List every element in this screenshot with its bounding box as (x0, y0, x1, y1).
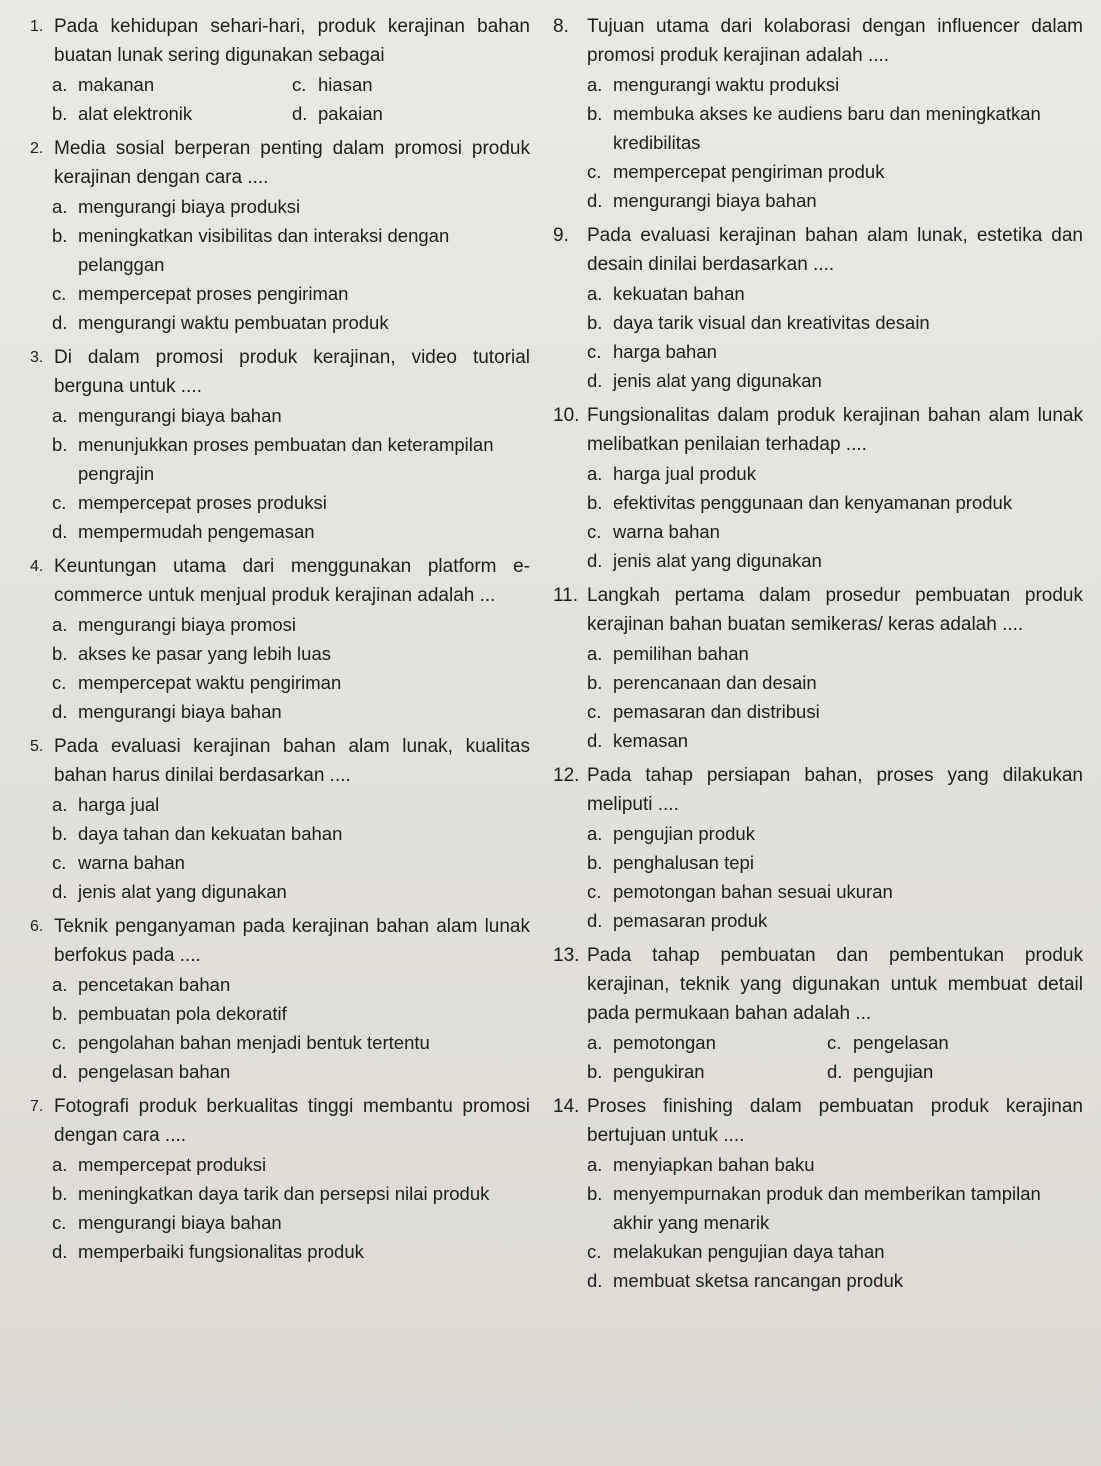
option-text: pencetakan bahan (78, 974, 231, 995)
question-number: 10. (553, 405, 580, 426)
question-item (30, 12, 530, 128)
options-list (52, 790, 530, 906)
option-text: melakukan pengujian daya tahan (613, 1241, 885, 1262)
option-text: mengurangi waktu pembuatan produk (78, 312, 389, 333)
option-letter: d. (52, 1241, 68, 1262)
question-number: 1. (30, 18, 44, 35)
option-letter: b. (587, 852, 603, 873)
answer-option[interactable] (827, 1028, 1083, 1057)
option-letter: d. (587, 730, 603, 751)
option-text: akses ke pasar yang lebih luas (78, 643, 331, 664)
question-line (553, 221, 1083, 279)
question-item (30, 732, 530, 906)
option-text: pengolahan bahan menjadi bentuk tertentu (78, 1032, 430, 1053)
option-text: mengurangi waktu produksi (613, 74, 840, 95)
question-line (30, 912, 530, 970)
option-letter: b. (52, 103, 68, 124)
option-text: pemotongan (613, 1032, 716, 1053)
answer-option[interactable] (52, 1237, 530, 1266)
option-text: harga jual produk (613, 463, 756, 484)
option-text: penghalusan tepi (613, 852, 754, 873)
option-letter: b. (52, 823, 68, 844)
question-item (30, 134, 530, 337)
option-letter: c. (587, 701, 602, 722)
question-text: Pada kehidupan sehari-hari, produk kerajinan bahan buatan lunak sering digunakan sebagai (54, 16, 530, 66)
option-text: warna bahan (613, 521, 720, 542)
question-item (553, 581, 1083, 755)
answer-option[interactable] (52, 1057, 530, 1086)
answer-option[interactable] (587, 1266, 1083, 1295)
question-line (30, 12, 530, 70)
option-text: pengujian produk (613, 823, 755, 844)
options-list (587, 459, 1083, 575)
question-number: 4. (30, 558, 44, 575)
answer-option[interactable] (587, 366, 1083, 395)
option-letter: b. (587, 1183, 603, 1204)
option-text: makanan (78, 74, 155, 95)
answer-option[interactable] (52, 970, 530, 999)
answer-option[interactable] (52, 401, 530, 430)
question-item (30, 912, 530, 1086)
answer-option[interactable] (587, 639, 1083, 668)
answer-option[interactable] (52, 70, 292, 99)
option-letter: a. (52, 405, 68, 426)
question-text: Pada tahap persiapan bahan, proses yang dilakukan meliputi .... (587, 765, 1083, 815)
question-item (553, 941, 1083, 1086)
answer-option[interactable] (52, 221, 530, 279)
option-text: perencanaan dan desain (613, 672, 817, 693)
options-list (52, 970, 530, 1086)
option-letter: d. (52, 521, 68, 542)
option-letter: a. (587, 283, 603, 304)
question-item (553, 761, 1083, 935)
option-letter: c. (52, 492, 67, 513)
question-text: Keuntungan utama dari menggunakan platform e-commerce untuk menjual produk kerajinan adalah ... (54, 556, 530, 606)
left-column (30, 12, 530, 1272)
option-letter: c. (587, 161, 602, 182)
question-number: 2. (30, 140, 44, 157)
question-number: 11. (553, 585, 579, 606)
answer-option[interactable] (587, 848, 1083, 877)
answer-option[interactable] (587, 488, 1083, 517)
answer-option[interactable] (587, 1237, 1083, 1266)
question-number: 6. (30, 918, 44, 935)
option-letter: b. (52, 643, 68, 664)
question-text: Proses finishing dalam pembuatan produk kerajinan bertujuan untuk .... (587, 1096, 1083, 1146)
option-letter: a. (587, 1032, 603, 1053)
option-letter: c. (52, 672, 67, 693)
option-letter: a. (587, 1154, 603, 1175)
question-text: Pada evaluasi kerajinan bahan alam lunak, kualitas bahan harus dinilai berdasarkan .... (54, 736, 530, 786)
question-item (30, 552, 530, 726)
option-letter: a. (587, 823, 603, 844)
option-letter: d. (587, 550, 603, 571)
option-text: pemilihan bahan (613, 643, 749, 664)
option-letter: c. (827, 1032, 842, 1053)
option-letter: c. (52, 1032, 67, 1053)
option-text: pemasaran produk (613, 910, 768, 931)
option-letter: a. (52, 1154, 68, 1175)
option-text: kekuatan bahan (613, 283, 745, 304)
answer-option[interactable] (52, 639, 530, 668)
option-letter: b. (587, 1061, 603, 1082)
options-list (52, 1150, 530, 1266)
answer-option[interactable] (52, 999, 530, 1028)
answer-option[interactable] (52, 1179, 530, 1208)
question-line (553, 761, 1083, 819)
answer-option[interactable] (52, 308, 530, 337)
question-number: 7. (30, 1098, 44, 1115)
option-text: mempercepat produksi (78, 1154, 267, 1175)
answer-option[interactable] (52, 430, 530, 488)
answer-option[interactable] (587, 668, 1083, 697)
answer-option[interactable] (52, 1150, 530, 1179)
question-number: 3. (30, 349, 44, 366)
option-letter: d. (52, 1061, 68, 1082)
question-number: 9. (553, 225, 569, 246)
question-text: Fotografi produk berkualitas tinggi membantu promosi dengan cara .... (54, 1096, 530, 1146)
option-letter: a. (52, 794, 68, 815)
question-text: Di dalam promosi produk kerajinan, video tutorial berguna untuk .... (54, 347, 530, 397)
question-line (553, 1092, 1083, 1150)
option-text: jenis alat yang digunakan (78, 881, 287, 902)
options-list (587, 279, 1083, 395)
option-text: membuat sketsa rancangan produk (613, 1270, 904, 1291)
answer-option[interactable] (587, 546, 1083, 575)
option-text: mempercepat proses produksi (78, 492, 327, 513)
answer-option[interactable] (52, 192, 530, 221)
option-letter: b. (587, 103, 603, 124)
option-letter: a. (52, 974, 68, 995)
option-letter: b. (52, 225, 68, 246)
question-number: 5. (30, 738, 44, 755)
question-line (553, 12, 1083, 70)
option-text: mengurangi biaya produksi (78, 196, 301, 217)
answer-option[interactable] (587, 186, 1083, 215)
option-letter: c. (52, 852, 67, 873)
option-text: menyempurnakan produk dan memberikan tampilan akhir yang menarik (613, 1183, 1041, 1233)
question-line (30, 552, 530, 610)
question-item (553, 221, 1083, 395)
option-text: pengelasan bahan (78, 1061, 231, 1082)
option-letter: b. (52, 1183, 68, 1204)
question-item (553, 12, 1083, 215)
option-letter: c. (587, 881, 602, 902)
option-text: harga bahan (613, 341, 717, 362)
answer-option[interactable] (52, 819, 530, 848)
answer-option[interactable] (52, 610, 530, 639)
option-text: hiasan (318, 74, 373, 95)
options-list (52, 401, 530, 546)
answer-option[interactable] (52, 848, 530, 877)
options-list (52, 610, 530, 726)
answer-option[interactable] (587, 99, 1083, 157)
question-text: Media sosial berperan penting dalam promosi produk kerajinan dengan cara .... (54, 138, 530, 188)
answer-option[interactable] (292, 70, 530, 99)
question-line (30, 1092, 530, 1150)
answer-option[interactable] (587, 517, 1083, 546)
answer-option[interactable] (587, 337, 1083, 366)
option-letter: d. (587, 910, 603, 931)
option-text: mengurangi biaya promosi (78, 614, 297, 635)
options-list (587, 819, 1083, 935)
question-item (30, 343, 530, 546)
options-list (587, 639, 1083, 755)
question-text: Pada tahap pembuatan dan pembentukan produk kerajinan, teknik yang digunakan untuk membuat detail pada permukaan bahan adalah ... (587, 945, 1083, 1024)
option-letter: d. (52, 881, 68, 902)
option-letter: a. (52, 74, 68, 95)
answer-option[interactable] (52, 790, 530, 819)
option-letter: a. (587, 74, 603, 95)
options-list (587, 70, 1083, 215)
option-letter: b. (587, 672, 603, 693)
question-line (553, 581, 1083, 639)
option-text: efektivitas penggunaan dan kenyamanan produk (613, 492, 1013, 513)
option-letter: c. (52, 283, 67, 304)
option-text: meningkatkan visibilitas dan interaksi dengan pelanggan (78, 225, 450, 275)
question-text: Langkah pertama dalam prosedur pembuatan produk kerajinan bahan buatan semikeras/ keras adalah .... (587, 585, 1083, 635)
option-letter: d. (292, 103, 308, 124)
answer-option[interactable] (52, 99, 292, 128)
option-text: harga jual (78, 794, 160, 815)
option-letter: d. (827, 1061, 843, 1082)
answer-option[interactable] (587, 1150, 1083, 1179)
answer-option[interactable] (587, 906, 1083, 935)
option-letter: c. (52, 1212, 67, 1233)
option-letter: c. (587, 341, 602, 362)
question-line (553, 401, 1083, 459)
answer-option[interactable] (587, 877, 1083, 906)
option-letter: d. (587, 370, 603, 391)
option-letter: b. (52, 1003, 68, 1024)
answer-option[interactable] (587, 726, 1083, 755)
option-text: pengukiran (613, 1061, 705, 1082)
question-number: 14. (553, 1096, 580, 1117)
answer-option[interactable] (587, 697, 1083, 726)
option-text: mengurangi biaya bahan (78, 1212, 282, 1233)
question-item (553, 1092, 1083, 1295)
option-text: pengelasan (853, 1032, 949, 1053)
option-text: daya tarik visual dan kreativitas desain (613, 312, 930, 333)
question-text: Pada evaluasi kerajinan bahan alam lunak, estetika dan desain dinilai berdasarkan .... (587, 225, 1083, 275)
option-letter: a. (52, 614, 68, 635)
option-text: daya tahan dan kekuatan bahan (78, 823, 343, 844)
option-text: alat elektronik (78, 103, 193, 124)
option-text: menyiapkan bahan baku (613, 1154, 815, 1175)
answer-option[interactable] (587, 279, 1083, 308)
answer-option[interactable] (587, 70, 1083, 99)
option-letter: d. (587, 1270, 603, 1291)
option-text: mempermudah pengemasan (78, 521, 315, 542)
option-text: mempercepat pengiriman produk (613, 161, 885, 182)
question-line (30, 343, 530, 401)
answer-option[interactable] (52, 1208, 530, 1237)
right-column (553, 12, 1083, 1301)
option-text: pembuatan pola dekoratif (78, 1003, 287, 1024)
option-letter: c. (587, 521, 602, 542)
option-letter: d. (587, 190, 603, 211)
option-text: memperbaiki fungsionalitas produk (78, 1241, 364, 1262)
option-letter: c. (292, 74, 307, 95)
option-letter: a. (587, 463, 603, 484)
answer-option[interactable] (587, 459, 1083, 488)
answer-option[interactable] (587, 819, 1083, 848)
options-list (52, 70, 530, 128)
option-letter: c. (587, 1241, 602, 1262)
question-text: Fungsionalitas dalam produk kerajinan bahan alam lunak melibatkan penilaian terhadap .... (587, 405, 1083, 455)
question-line (30, 134, 530, 192)
question-item (30, 1092, 530, 1266)
question-number: 13. (553, 945, 580, 966)
question-line (30, 732, 530, 790)
option-text: jenis alat yang digunakan (613, 370, 822, 391)
answer-option[interactable] (827, 1057, 1083, 1086)
answer-option[interactable] (52, 697, 530, 726)
option-text: warna bahan (78, 852, 185, 873)
option-letter: a. (587, 643, 603, 664)
option-letter: d. (52, 312, 68, 333)
question-line (553, 941, 1083, 1028)
option-text: mengurangi biaya bahan (613, 190, 817, 211)
option-letter: a. (52, 196, 68, 217)
option-text: pemasaran dan distribusi (613, 701, 820, 722)
answer-option[interactable] (587, 157, 1083, 186)
answer-option[interactable] (52, 668, 530, 697)
option-text: mengurangi biaya bahan (78, 405, 282, 426)
option-text: mempercepat proses pengiriman (78, 283, 349, 304)
option-letter: d. (52, 701, 68, 722)
answer-option[interactable] (587, 308, 1083, 337)
option-letter: b. (587, 492, 603, 513)
option-text: pemotongan bahan sesuai ukuran (613, 881, 893, 902)
answer-option[interactable] (52, 279, 530, 308)
answer-option[interactable] (52, 488, 530, 517)
option-text: mempercepat waktu pengiriman (78, 672, 342, 693)
question-text: Teknik penganyaman pada kerajinan bahan alam lunak berfokus pada .... (54, 916, 530, 966)
option-text: mengurangi biaya bahan (78, 701, 282, 722)
question-text: Tujuan utama dari kolaborasi dengan influencer dalam promosi produk kerajinan adalah .... (587, 16, 1083, 66)
option-text: menunjukkan proses pembuatan dan keterampilan pengrajin (78, 434, 494, 484)
option-letter: b. (587, 312, 603, 333)
option-text: pengujian (853, 1061, 934, 1082)
answer-option[interactable] (587, 1028, 827, 1057)
answer-option[interactable] (587, 1057, 827, 1086)
option-text: meningkatkan daya tarik dan persepsi nilai produk (78, 1183, 490, 1204)
answer-option[interactable] (52, 517, 530, 546)
options-list (587, 1150, 1083, 1295)
answer-option[interactable] (292, 99, 530, 128)
question-item (553, 401, 1083, 575)
option-text: pakaian (318, 103, 383, 124)
option-text: membuka akses ke audiens baru dan meningkatkan kredibilitas (613, 103, 1041, 153)
option-letter: b. (52, 434, 68, 455)
question-number: 8. (553, 16, 569, 37)
option-text: kemasan (613, 730, 689, 751)
answer-option[interactable] (52, 1028, 530, 1057)
option-text: jenis alat yang digunakan (613, 550, 822, 571)
answer-option[interactable] (587, 1179, 1083, 1237)
question-number: 12. (553, 765, 580, 786)
answer-option[interactable] (52, 877, 530, 906)
options-list (587, 1028, 1083, 1086)
options-list (52, 192, 530, 337)
